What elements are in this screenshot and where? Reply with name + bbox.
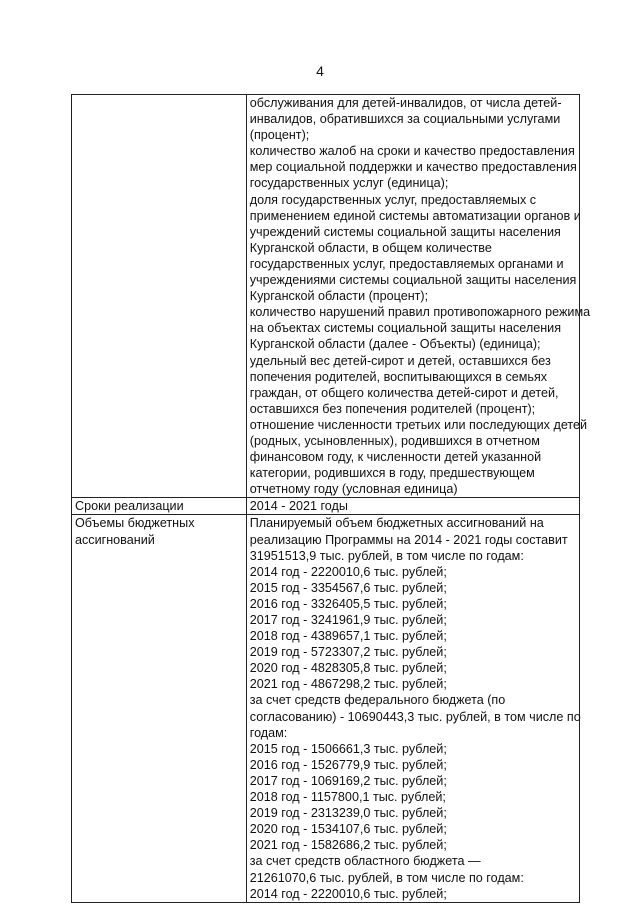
row-value-line: (процент); [249, 128, 310, 143]
row-value-line: годам: [249, 725, 288, 740]
row-value-line: 2018 год - 4389657,1 тыс. рублей; [249, 629, 447, 644]
row-value-line: 2014 год - 2220010,6 тыс. рублей; [249, 564, 447, 579]
table-row [72, 95, 580, 498]
row-value-line: количество жалоб на сроки и качество предоставления [249, 144, 575, 159]
row-value-line: 2016 год - 3326405,5 тыс. рублей; [249, 596, 447, 611]
row-value-line: Планируемый объем бюджетных ассигнований на [249, 516, 544, 531]
table-body [72, 95, 591, 903]
row-value-line: 2020 год - 1534107,6 тыс. рублей; [249, 822, 447, 837]
row-value-line: (родных, усыновленных), родившихся в отчетном [249, 433, 540, 448]
row-value-line: отношение численности третьих или последующих детей [249, 417, 588, 432]
row-value-line: 2019 год - 2313239,0 тыс. рублей; [249, 806, 447, 821]
table-row [72, 515, 580, 902]
row-value-line: 2016 год - 1526779,9 тыс. рублей; [249, 757, 447, 772]
table-row [72, 498, 580, 515]
row-label-cell [72, 515, 247, 902]
row-value-line: количество нарушений правил противопожарного режима [249, 305, 591, 320]
row-value-line: доля государственных услуг, предоставляемых с [249, 192, 537, 207]
passport-table [71, 94, 591, 903]
row-value-line: 2020 год - 4828305,8 тыс. рублей; [249, 661, 447, 676]
row-value-line: граждан, от общего количества детей-сирот и детей, [249, 385, 559, 400]
row-value-line: Курганской области (процент); [249, 289, 429, 304]
row-label-line: Сроки реализации [75, 499, 184, 514]
row-value-line: 2017 год - 1069169,2 тыс. рублей; [249, 773, 447, 788]
row-value-line: за счет средств областного бюджета — [249, 854, 481, 869]
row-value-line: 2015 год - 1506661,3 тыс. рублей; [249, 741, 447, 756]
row-value-cell [246, 95, 591, 498]
row-value-cell [246, 515, 579, 902]
row-value-line: 2014 - 2021 годы [249, 499, 348, 514]
row-value-line: попечения родителей, воспитывающихся в семьях [249, 369, 548, 384]
row-value-line: 2015 год - 3354567,6 тыс. рублей; [249, 580, 447, 595]
row-value-line: реализацию Программы на 2014 - 2021 годы составит [249, 532, 568, 547]
row-label-cell [72, 95, 247, 498]
row-value-line: мер социальной поддержки и качество предоставления [249, 160, 577, 175]
row-value-line: согласованию) - 10690443,3 тыс. рублей, в том числе по [249, 709, 581, 724]
row-value-line: учреждений системы социальной защиты населения [249, 224, 561, 239]
row-value-line: обслуживания для детей-инвалидов, от числа детей- [249, 96, 562, 110]
row-value-line: финансовом году, к численности детей указанной [249, 450, 542, 465]
row-value-line: 2017 год - 3241961,9 тыс. рублей; [249, 613, 447, 627]
row-value-line: Курганской области (далее - Объекты) (единица); [249, 337, 541, 352]
row-value-line: отчетному году (условная единица) [249, 482, 458, 497]
row-value-line: 2021 год - 4867298,2 тыс. рублей; [249, 677, 447, 692]
row-label-line: Объемы бюджетных [75, 516, 195, 531]
row-value-line: оставшихся без попечения родителей (процент); [249, 401, 536, 416]
row-value-line: удельный вес детей-сирот и детей, оставшихся без [249, 353, 551, 368]
row-value-line: государственных услуг (единица); [249, 176, 449, 191]
page-number: 4 [316, 63, 324, 79]
row-value-line: 2021 год - 1582686,2 тыс. рублей; [249, 838, 447, 853]
row-label-cell [72, 498, 247, 515]
row-value-line: применением единой системы автоматизации органов и [249, 208, 581, 223]
row-value-line: Курганской области, в общем количестве [249, 240, 492, 255]
row-value-cell [246, 498, 579, 515]
row-value-line: 2014 год - 2220010,6 тыс. рублей; [249, 886, 447, 901]
row-value-line: 2018 год - 1157800,1 тыс. рублей; [249, 790, 446, 805]
row-value-line: на объектах системы социальной защиты населения [249, 321, 562, 336]
row-value-line: инвалидов, обратившихся за социальными услугами [249, 112, 561, 127]
row-value-line: категории, родившихся в году, предшествующем [249, 466, 535, 481]
row-value-line: 31951513,9 тыс. рублей, в том числе по годам: [249, 548, 524, 563]
row-value-line: 21261070,6 тыс. рублей, в том числе по годам: [249, 870, 524, 885]
row-value-line: за счет средств федерального бюджета (по [249, 693, 506, 708]
row-value-line: учреждениями системы социальной защиты населения [249, 273, 577, 288]
row-value-line: государственных услуг, предоставляемых органами и [249, 256, 564, 271]
row-value-line: 2019 год - 5723307,2 тыс. рублей; [249, 645, 447, 660]
row-label-line: ассигнований [75, 532, 155, 547]
